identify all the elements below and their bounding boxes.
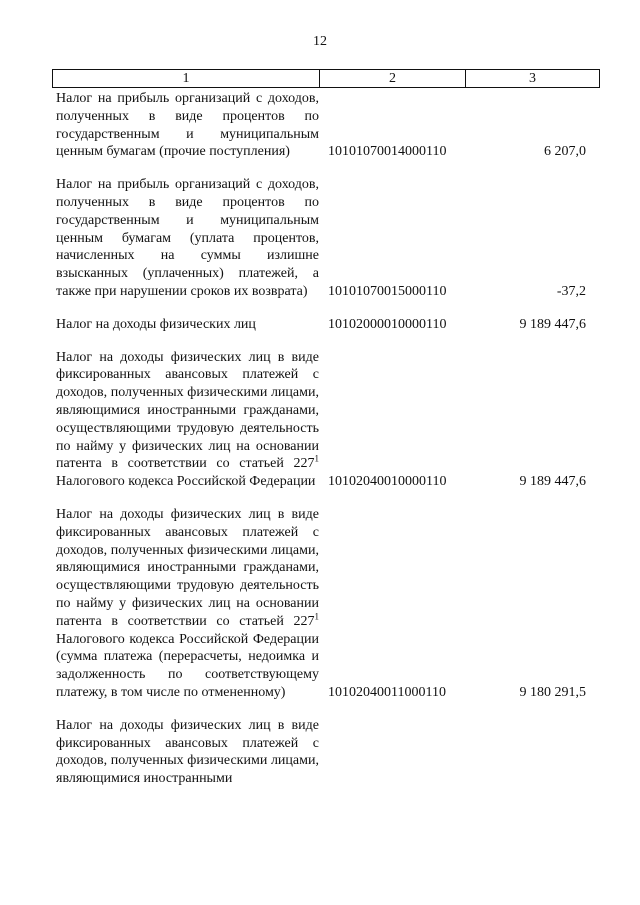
row-code: 10101070015000110 (328, 283, 447, 299)
row-code: 10101070014000110 (328, 144, 447, 160)
table-body (56, 90, 598, 803)
table-row (56, 506, 598, 702)
row-code: 10102000010000110 (328, 316, 447, 332)
row-amount: 6 207,0 (544, 144, 586, 160)
table-row (56, 316, 598, 334)
table-row (56, 90, 598, 161)
row-code: 10102040011000110 (328, 684, 446, 700)
table-row (56, 349, 598, 491)
page-number: 12 (313, 34, 327, 49)
row-code: 10102040010000110 (328, 474, 447, 490)
table-row (56, 717, 598, 788)
row-name: Налог на доходы физических лиц (56, 316, 256, 332)
superscript: 1 (314, 611, 319, 622)
row-name (56, 349, 319, 491)
row-amount: 9 189 447,6 (519, 474, 586, 490)
row-name: Налог на прибыль организаций с доходов, полученных в виде процентов по государственным и муниципальным ценным бумагам (уплата процентов, начисленных на суммы излишне взысканных (уплаченных) платежей, а также при нарушении сроков их возврата) (56, 177, 319, 299)
row-name-part1: Налог на доходы физических лиц в виде фиксированных авансовых платежей с доходов, полученных физическими лицами, являющимися иностранными гражданами, осуществляющими трудовую деятельность по найму у физических лиц на основании патента в соответствии со статьей 227 (56, 506, 319, 629)
row-amount: 9 180 291,5 (519, 684, 586, 700)
row-name-part2: Налогового кодекса Российской Федерации (сумма платежа (перерасчеты, недоимка и задолженность по соответствующему платежу, в том числе по отмененному) (56, 631, 319, 700)
row-name-part2: Налогового кодекса Российской Федерации (56, 474, 316, 490)
row-name: Налог на прибыль организаций с доходов, полученных в виде процентов по государственным и муниципальным ценным бумагам (прочие поступления) (56, 91, 319, 160)
column-header-2: 2 (320, 70, 466, 87)
table-header (52, 69, 600, 88)
row-name-part1: Налог на доходы физических лиц в виде фиксированных авансовых платежей с доходов, полученных физическими лицами, являющимися иностранными гражданами, осуществляющими трудовую деятельность по найму у физических лиц на основании патента в соответствии со статьей 227 (56, 349, 319, 472)
row-amount: 9 189 447,6 (519, 316, 586, 332)
row-name (56, 506, 319, 702)
column-header-3: 3 (529, 71, 536, 86)
superscript: 1 (314, 453, 319, 464)
table-row (56, 176, 598, 301)
column-header-1: 1 (53, 70, 320, 87)
row-amount: -37,2 (556, 283, 586, 299)
row-name: Налог на доходы физических лиц в виде фиксированных авансовых платежей с доходов, полученных физическими лицами, являющимися иностранными (56, 717, 319, 787)
